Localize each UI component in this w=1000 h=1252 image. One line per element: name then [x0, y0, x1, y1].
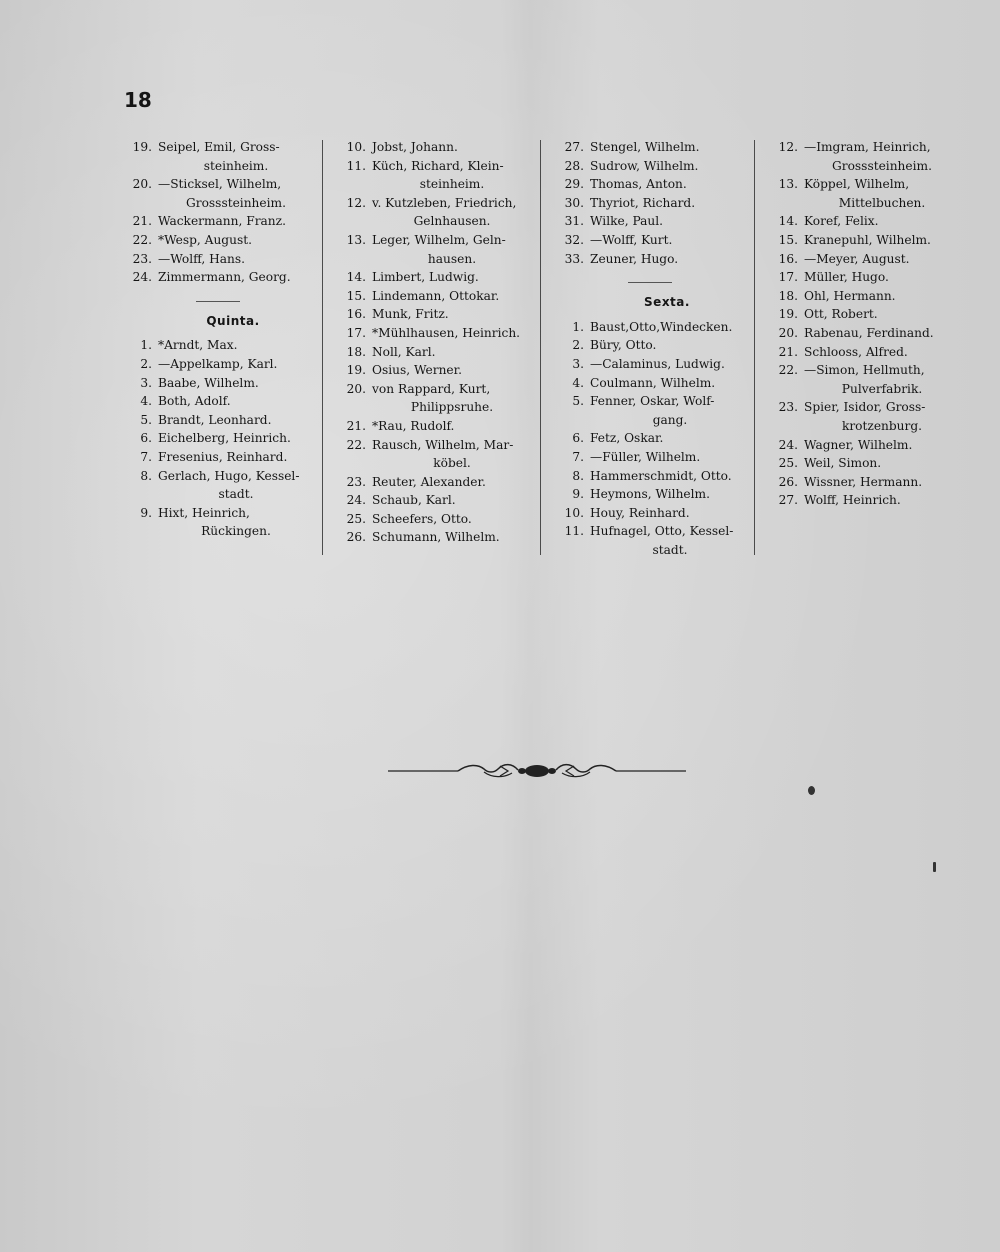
entry-name: —Calaminus, Ludwig. — [590, 356, 725, 371]
entry-number: 8. — [572, 468, 584, 483]
entry-number: 17. — [778, 270, 798, 285]
student-entry — [764, 473, 960, 492]
entry-name: —Wolff, Hans. — [158, 251, 245, 266]
entry-number: 10. — [564, 505, 584, 520]
entry-number: 6. — [140, 431, 152, 446]
entry-number: 22. — [346, 437, 366, 452]
entry-number: 23. — [132, 251, 152, 266]
entry-name: Ohl, Hermann. — [804, 288, 896, 303]
entry-name: —Appelkamp, Karl. — [158, 356, 278, 371]
student-entry — [550, 392, 750, 429]
student-entry — [332, 380, 532, 417]
entry-continuation: gang. — [652, 412, 688, 427]
student-entry — [764, 398, 960, 435]
student-entry — [118, 374, 314, 393]
entry-number: 25. — [778, 456, 798, 471]
student-entry — [118, 355, 314, 374]
entry-number: 7. — [140, 449, 152, 464]
student-entry — [332, 343, 532, 362]
entry-number: 31. — [564, 214, 584, 229]
student-entry — [332, 138, 532, 157]
entry-name: Köppel, Wilhelm, — [804, 177, 910, 192]
entry-name: Wissner, Hermann. — [804, 474, 923, 489]
entry-name: Seipel, Emil, Gross- — [158, 140, 280, 154]
entry-number: 19. — [132, 140, 152, 154]
student-entry — [764, 491, 960, 510]
student-entry — [332, 491, 532, 510]
entry-name: *Mühlhausen, Heinrich. — [372, 325, 521, 340]
entry-name: Hufnagel, Otto, Kessel- — [590, 524, 734, 539]
entry-number: 19. — [346, 363, 366, 378]
entry-name: Heymons, Wilhelm. — [590, 487, 710, 502]
entry-name: Both, Adolf. — [158, 394, 231, 409]
entry-number: 14. — [778, 214, 798, 229]
student-entry — [118, 336, 314, 355]
entry-name: *Arndt, Max. — [158, 338, 238, 353]
student-entry — [118, 448, 314, 467]
entry-continuation: stadt. — [218, 487, 254, 502]
student-entry — [118, 504, 314, 541]
student-entry — [550, 485, 750, 504]
entry-name: Eichelberg, Heinrich. — [158, 431, 291, 446]
student-entry — [764, 324, 960, 343]
entry-name: Leger, Wilhelm, Geln- — [372, 232, 506, 247]
student-entry — [118, 175, 314, 212]
entry-continuation: Grosssteinheim. — [186, 195, 286, 210]
entry-name: Weil, Simon. — [804, 456, 882, 471]
entry-number: 33. — [564, 251, 584, 266]
entry-number: 26. — [778, 474, 798, 489]
entry-continuation: köbel. — [433, 456, 471, 471]
entry-number: 5. — [140, 412, 152, 427]
entry-name: Scheefers, Otto. — [372, 511, 472, 526]
entry-number: 18. — [346, 344, 366, 359]
entry-number: 11. — [346, 158, 366, 173]
entry-name: *Rau, Rudolf. — [372, 418, 455, 433]
entry-name: Gerlach, Hugo, Kessel- — [158, 468, 300, 483]
entry-name: von Rappard, Kurt, — [372, 381, 491, 396]
entry-name: Wagner, Wilhelm. — [804, 437, 913, 452]
column-4 — [764, 138, 960, 510]
entry-continuation: hausen. — [427, 251, 477, 266]
entry-continuation: Rückingen. — [201, 524, 271, 539]
entry-name: Fenner, Oskar, Wolf- — [590, 394, 715, 409]
entry-name: Schlooss, Alfred. — [804, 344, 908, 359]
student-entry — [332, 268, 532, 287]
student-entry — [550, 231, 750, 250]
entry-name: Reuter, Alexander. — [372, 474, 486, 489]
entry-name: Ott, Robert. — [804, 307, 878, 322]
student-entry — [550, 138, 750, 157]
entry-continuation: Gelnhausen. — [413, 214, 491, 229]
entry-number: 27. — [564, 140, 584, 154]
student-entry — [764, 212, 960, 231]
entry-continuation: stadt. — [652, 542, 688, 557]
entry-name: Jobst, Johann. — [372, 140, 458, 154]
entry-name: Lindemann, Ottokar. — [372, 288, 500, 303]
entry-number: 3. — [572, 356, 584, 371]
student-entry — [332, 510, 532, 529]
student-entry — [332, 324, 532, 343]
entry-number: 20. — [778, 325, 798, 340]
entry-number: 9. — [140, 505, 152, 520]
student-entry — [764, 138, 960, 175]
entry-number: 29. — [564, 177, 584, 192]
student-entry — [118, 411, 314, 430]
entry-number: 26. — [346, 530, 366, 545]
entry-name: *Wesp, August. — [158, 232, 252, 247]
student-entry — [332, 417, 532, 436]
entry-name: Noll, Karl. — [372, 344, 436, 359]
entry-name: v. Kutzleben, Friedrich, — [372, 195, 517, 210]
student-entry — [550, 336, 750, 355]
entry-name: Hixt, Heinrich, — [158, 505, 250, 520]
column-2 — [332, 138, 532, 547]
entry-number: 1. — [572, 319, 584, 334]
entry-name: Rabenau, Ferdinand. — [804, 325, 934, 340]
section-separator — [196, 301, 240, 302]
entry-number: 5. — [572, 394, 584, 409]
entry-number: 24. — [132, 270, 152, 285]
student-entry — [118, 250, 314, 269]
student-entry — [550, 250, 750, 269]
entry-number: 20. — [346, 381, 366, 396]
student-entry — [550, 175, 750, 194]
entry-number: 6. — [572, 431, 584, 446]
entry-number: 22. — [132, 232, 152, 247]
entry-number: 13. — [778, 177, 798, 192]
student-entry — [332, 157, 532, 194]
entry-number: 18. — [778, 288, 798, 303]
entry-number: 24. — [346, 493, 366, 508]
entry-name: Sudrow, Wilhelm. — [590, 158, 699, 173]
entry-number: 19. — [778, 307, 798, 322]
entry-name: Wolff, Heinrich. — [804, 493, 901, 508]
student-entry — [332, 361, 532, 380]
entry-name: Baabe, Wilhelm. — [158, 375, 259, 390]
entry-number: 30. — [564, 195, 584, 210]
student-entry — [118, 392, 314, 411]
entry-number: 22. — [778, 363, 798, 378]
student-entry — [332, 436, 532, 473]
student-entry — [764, 268, 960, 287]
entry-number: 20. — [132, 177, 152, 192]
entry-name: Thyriot, Richard. — [590, 195, 696, 210]
entry-number: 17. — [346, 325, 366, 340]
column-1 — [118, 138, 314, 541]
column-3 — [550, 138, 750, 559]
entry-number: 7. — [572, 449, 584, 464]
entry-name: —Sticksel, Wilhelm, — [158, 177, 282, 192]
entry-name: —Simon, Hellmuth, — [804, 363, 925, 378]
student-entry — [118, 429, 314, 448]
entry-number: 1. — [140, 338, 152, 353]
entry-name: Zimmermann, Georg. — [158, 270, 291, 285]
entry-name: Fresenius, Reinhard. — [158, 449, 288, 464]
student-entry — [764, 250, 960, 269]
entry-number: 32. — [564, 232, 584, 247]
entry-name: Baust,Otto,Windecken. — [590, 319, 733, 334]
entry-number: 15. — [778, 232, 798, 247]
entry-number: 24. — [778, 437, 798, 452]
entry-number: 4. — [140, 394, 152, 409]
entry-continuation: Pulverfabrik. — [841, 381, 923, 396]
class-heading: Quinta. — [206, 313, 260, 328]
decorative-ornament-divider — [388, 760, 686, 782]
entry-continuation: Philippsruhe. — [410, 400, 494, 415]
student-entry — [764, 436, 960, 455]
entry-continuation: Mittelbuchen. — [838, 195, 926, 210]
student-entry — [764, 343, 960, 362]
entry-continuation: steinheim. — [419, 177, 485, 192]
section-separator — [628, 282, 672, 283]
entry-name: Müller, Hugo. — [804, 270, 889, 285]
student-entry — [550, 504, 750, 523]
entry-name: Thomas, Anton. — [590, 177, 687, 192]
student-entry — [550, 355, 750, 374]
entry-name: Koref, Felix. — [804, 214, 879, 229]
entry-number: 23. — [778, 400, 798, 415]
entry-number: 3. — [140, 375, 152, 390]
entry-continuation: Grosssteinheim. — [832, 158, 932, 173]
student-entry — [764, 305, 960, 324]
entry-name: —Meyer, August. — [804, 251, 910, 266]
entry-number: 15. — [346, 288, 366, 303]
student-entry — [332, 305, 532, 324]
student-entry — [550, 448, 750, 467]
entry-number: 9. — [572, 487, 584, 502]
entry-name: Coulmann, Wilhelm. — [590, 375, 716, 390]
student-entry — [550, 467, 750, 486]
student-entry — [332, 231, 532, 268]
ink-speck — [933, 862, 936, 872]
entry-name: Brandt, Leonhard. — [158, 412, 272, 427]
student-entry — [550, 157, 750, 176]
entry-name: —Wolff, Kurt. — [590, 232, 673, 247]
student-entry — [332, 194, 532, 231]
entry-name: Küch, Richard, Klein- — [372, 158, 504, 173]
entry-name: Rausch, Wilhelm, Mar- — [372, 437, 514, 452]
entry-name: Osius, Werner. — [372, 363, 462, 378]
student-entry — [764, 361, 960, 398]
student-entry — [764, 287, 960, 306]
class-heading: Sexta. — [644, 295, 690, 310]
entry-number: 25. — [346, 511, 366, 526]
entry-number: 2. — [572, 338, 584, 353]
student-entry — [118, 212, 314, 231]
entry-number: 21. — [132, 214, 152, 229]
entry-name: Zeuner, Hugo. — [590, 251, 679, 266]
student-entry — [550, 194, 750, 213]
entry-number: 21. — [778, 344, 798, 359]
student-entry — [332, 287, 532, 306]
entry-name: Kranepuhl, Wilhelm. — [804, 232, 931, 247]
student-entry — [550, 429, 750, 448]
student-entry — [118, 268, 314, 287]
entry-number: 23. — [346, 474, 366, 489]
entry-number: 28. — [564, 158, 584, 173]
name-list-columns — [118, 138, 958, 558]
entry-name: Fetz, Oskar. — [590, 431, 664, 446]
student-entry — [764, 175, 960, 212]
entry-number: 8. — [140, 468, 152, 483]
entry-number: 27. — [778, 493, 798, 508]
entry-name: Spier, Isidor, Gross- — [804, 400, 926, 415]
entry-name: Wackermann, Franz. — [158, 214, 286, 229]
entry-name: Munk, Fritz. — [372, 307, 449, 322]
entry-name: Limbert, Ludwig. — [372, 270, 479, 285]
entry-number: 13. — [346, 232, 366, 247]
entry-continuation: krotzenburg. — [841, 418, 923, 433]
entry-name: —Imgram, Heinrich, — [804, 140, 931, 154]
entry-name: Schaub, Karl. — [372, 493, 456, 508]
student-entry — [550, 212, 750, 231]
student-entry — [118, 231, 314, 250]
entry-continuation: steinheim. — [203, 158, 269, 173]
entry-name: Hammerschmidt, Otto. — [590, 468, 732, 483]
entry-number: 2. — [140, 356, 152, 371]
entry-name: Stengel, Wilhelm. — [590, 140, 700, 154]
student-entry — [118, 138, 314, 175]
entry-name: —Füller, Wilhelm. — [590, 449, 701, 464]
entry-number: 11. — [564, 524, 584, 539]
entry-name: Büry, Otto. — [590, 338, 657, 353]
student-entry — [118, 467, 314, 504]
student-entry — [550, 318, 750, 337]
entry-number: 21. — [346, 418, 366, 433]
student-entry — [764, 454, 960, 473]
entry-number: 4. — [572, 375, 584, 390]
entry-number: 16. — [346, 307, 366, 322]
page-number: 18 — [124, 88, 152, 112]
entry-number: 14. — [346, 270, 366, 285]
entry-number: 12. — [778, 140, 798, 154]
entry-number: 12. — [346, 195, 366, 210]
ink-speck — [808, 786, 815, 795]
entry-number: 16. — [778, 251, 798, 266]
student-entry — [550, 374, 750, 393]
student-entry — [332, 528, 532, 547]
entry-name: Schumann, Wilhelm. — [372, 530, 500, 545]
entry-number: 10. — [346, 140, 366, 154]
entry-name: Houy, Reinhard. — [590, 505, 690, 520]
student-entry — [764, 231, 960, 250]
entry-name: Wilke, Paul. — [590, 214, 663, 229]
student-entry — [332, 473, 532, 492]
student-entry — [550, 522, 750, 559]
